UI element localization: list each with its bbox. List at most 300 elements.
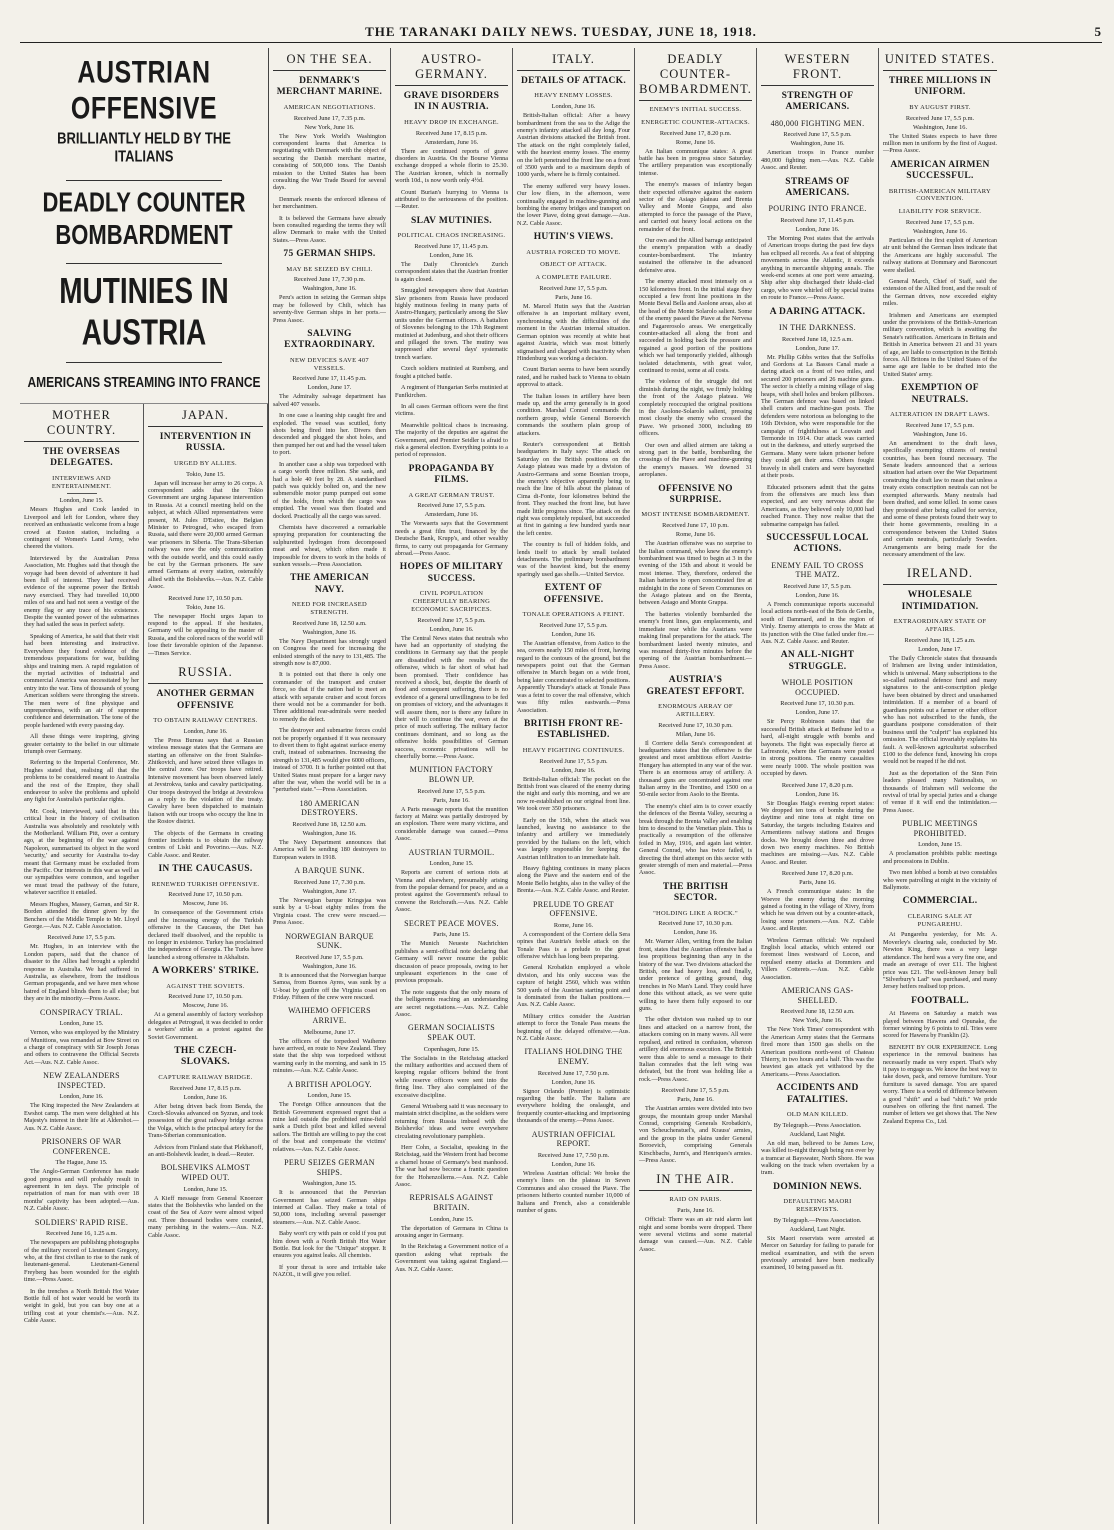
article-heading: A BARQUE SUNK. <box>294 866 365 876</box>
dateline: Received June 17, 7.50 p.m. <box>537 1151 610 1159</box>
article-text: Mr. Phillip Gibbs writes that the Suffolks and Gordons at La Basses Canal made a daring attack on a front of two miles, and secured 200 prisoners and 26 machine guns. The sector is chiefly a mining village of slag heaps, with shell holes and broken pillboxes. The German defence was based on linked shell craters and machine-gun posts. The defenders were notorious as belonging to the 16th Division, who were responsible for the campaign of frightfulness at Louvain and Termonde in 1914. Our attack was carried out in the darkness, and utterly surprised the Germans. Many were taken prisoner before they could get their arms. Others fought bravely in shell craters and were bayonetted at their posts. <box>761 353 874 480</box>
article-text: At Hawera on Saturday a match was played between Hawera and Opunake, the former winning by 6 points to nil. Tries were scored for Hawera by Franklin (2). <box>883 1010 997 1040</box>
dateline: By Telegraph.—Press Association. <box>773 1216 862 1224</box>
article-subheading: TONALE OPERATIONS A FEINT. <box>522 611 625 619</box>
article-heading: A WORKERS' STRIKE. <box>152 966 259 977</box>
article-text: An Italian communique states: A great battle has been in progress since Saturday. The artillery preparation was exceptionally intense. <box>639 147 752 177</box>
dateline: Received June 18, 12.50 a.m. <box>292 619 367 627</box>
dateline: Received June 17, 5.5 p.m. <box>783 131 852 139</box>
article-heading: OFFENSIVE NO SURPRISE. <box>658 483 733 506</box>
dateline: Received June 17, 5.5 p.m. <box>905 421 975 429</box>
article-text: The Anglo-German Conference has made good progress and will probably result in agreement in ten days. The principle of repatriation of man for man with over 18 months' captivity has been adopted.—Aus. N.Z. Cable Assoc. <box>24 1168 139 1213</box>
dateline: Received June 17, 5.5 p.m. <box>783 582 852 590</box>
dateline: Received June 17, 5.5 p.m. <box>539 621 608 629</box>
column-united-states <box>879 48 1001 1524</box>
article-subheading: MOST INTENSE BOMBARDMENT. <box>641 511 750 519</box>
column-heading: WESTERN FRONT. <box>761 48 874 86</box>
article-subheading: BRITISH-AMERICAN MILITARY CONVENTION. <box>888 187 992 203</box>
article-text: The newspaper Hochi urges Japan to respond to the appeal. If she hesitates, Germany will be appealing to the master of Russia, and the colored races of the world will lose their favorable opinion of the Japanese.—Times Service. <box>148 612 263 657</box>
dateline: Received June 17, 8.15 p.m. <box>415 129 488 137</box>
article-text: Official: There was an air raid alarm last night and some bombs were dropped. There were several victims and some material damage was caused.—Aus. N.Z. Cable Assoc. <box>639 1216 752 1253</box>
article-text: The New York Times' correspondent with the American Army states that the Germans fired more than 1500 gas shells on the American positions north-west of Chateau Thierry, in two hours and a half. This was the heaviest gas attack yet withstood by the Americans.—Press Association. <box>761 1026 874 1078</box>
dateline: Washington, June 16. <box>302 830 357 838</box>
article-text: Meanwhile political chaos is increasing. The majority of the deputies are against the Government, and Premier Seidler is afraid to risk a general election. Everything points to a period of repression. <box>395 421 508 459</box>
dateline: Rome, June 16. <box>553 921 594 929</box>
dateline: Amsterdam, June 16. <box>424 138 479 146</box>
article-text: After being driven back from Benda, the Czech-Slovaks advanced on Syzran, and took possession of the great railway bridge across the Volga, which is the principal artery for the Trans-Siberian communication. <box>148 1102 263 1140</box>
column-western-front <box>757 48 879 1524</box>
article-text: Signor Orlando (Premier) is optimistic regarding the battle. The Italians are everywhere holding the onslaught, and frequently counter-attacking and imprisoning thousands of the enemy.—Press Assoc. <box>517 1087 630 1125</box>
dateline: New York, June 16. <box>792 1017 843 1025</box>
article-text: In consequence of the Government crisis and the increasing energy of the Turkish offensive in the Caucasus, the Diet has declared itself dissolved, and the republic is no longer in existence. Turkey has proclaimed the independence of Georgia. The Turks have launched a strong offensive in Akhaltsin. <box>148 909 263 961</box>
article-subheading: URGED BY ALLIES. <box>174 459 237 467</box>
column-heading: ON THE SEA. <box>273 48 386 71</box>
headline-americans-streaming: AMERICANS STREAMING INTO FRANCE <box>27 373 261 391</box>
column-heading: AUSTRO-GERMANY. <box>395 48 508 86</box>
article-text: Wireless German official: We repulsed English local attacks, which entered our foremost lines westward of Locon, and repulsed enemy attacks at Dommiers and Villers Cotterets.—Aus. N.Z. Cable Association. <box>761 936 874 981</box>
dateline: Received June 17, 5.5 p.m. <box>295 953 364 961</box>
dateline: London, June 15. <box>307 1092 352 1100</box>
article-subheading: A GREAT GERMAN TRUST. <box>408 491 495 499</box>
article-text: The enemy's masses of infantry began their expected offensive against the eastern sector of the Asiago plateau and Brenta Valley and Monte Grappa, and also attempted to force the passage of the Piave, and carried out heavy local actions on the remainder of the front. <box>639 181 752 233</box>
dateline: London, June 17. <box>307 384 352 392</box>
article-text: The Daily Chronicle states that thousands of Irishmen are living under intimidation, which is universal. Many subscriptions to the so-called national defence fund and many signatures to the anti-conscription pledge have been obtained by direct and unashamed intimidation. If a member of a board of guardians points out a farmer or other officer who has not subscribed to the funds, the guardians postpone consideration of their business until the "culprit" has explained his omission. The official invariably explains his fault. A well-known agriculturist subscribed £100 to the defence fund, knowing his crops would not be reaped if he did not. <box>883 654 997 766</box>
article-subheading: POLITICAL CHAOS INCREASING. <box>397 232 506 240</box>
article-heading: STRENGTH OF AMERICANS. <box>781 91 854 113</box>
dateline: London, June 16. <box>183 727 228 735</box>
dateline: Tokio, June 15. <box>186 470 225 478</box>
article-text: Count Burian's hurrying to Vienna is attributed to the seriousness of the position.—Reuter. <box>395 188 508 211</box>
article-text: Referring to the Imperial Conference, Mr. Hughes stated that, realising all that the problems to be considered meant to Australia and the rest of the Empire, they shall endeavour to solve the problems and uphold any fight for Australia's particular rights. <box>24 759 139 804</box>
dateline: London, June 16. <box>429 625 474 633</box>
dateline: Tokio, June 16. <box>186 603 225 611</box>
article-text: The Central News states that neutrals who have had an opportunity of studying the conditions in Germany say that the people are dissatisfied with the results of the offensive, which is far short of what had been promised. Their confidence has received a shock, but, despite the dearth of food and consequent suffering, there is no evidence of a general unwillingness to be fed on promises of victory, and the advantages it will assure them, nor is there any failure in their will to continue the war, even at the price of much suffering. The military factor continues dominant, and so long as the offensive holds possibilities of German success, economic privations will be cheerfully borne.—Press Assoc. <box>395 634 508 761</box>
article-text: The violence of the struggle did not diminish during the night, we firmly holding the front of the Asiago plateau. We completely reoccupied the original positions in the Asolone-Solarolo salient, pressing most closely the enemy who crossed the Piave. We prisoned 3000, including 89 officers. <box>639 378 752 438</box>
article-text: Herr Cohn, a Socialist, speaking in the Reichstag, said the Western front had become a charnel house of Germany's best manhood. The war had now become a frantic question for the Hohenzollerns.—Aus. N.Z. Cable Assoc. <box>395 1144 508 1189</box>
article-heading: AUSTRIAN OFFICIAL REPORT. <box>531 1129 616 1149</box>
article-heading: PRELUDE TO GREAT OFFENSIVE. <box>533 899 614 919</box>
article-text: Our own and allied airmen are taking a strong part in the battle, bombarding the crossings of the Piave and machine-gunning the enemy's masses. We downed 31 aeroplanes. <box>639 441 752 479</box>
column-italy <box>513 48 635 1524</box>
article-text: It is announced that the Peruvian Government has seized German ships interned at Callao. They make a total of 50,000 tons, including several passenger steamers.—Aus. N.Z. Cable Assoc. <box>273 1189 386 1226</box>
article-text: British-Italian official: The pocket on the British front was cleared of the enemy during the night and early this morning, and we are now re-established on our original front line. We took over 350 prisoners. <box>517 775 630 813</box>
dateline: Moscow, June 16. <box>182 1002 229 1010</box>
article-subheading: ALTERATION IN DRAFT LAWS. <box>890 411 990 419</box>
column-heading: ITALY. <box>517 48 630 71</box>
article-text: The Austrian offensive, from Astico to the sea, covers nearly 150 miles of front, having regard to the contours of the ground, but the newspapers point out that the German offensive in March began on a wide front, being later concentrated to selected positions. Apparently Thursday's attack at Tonale Pass was a feint to cover the real offensive, which was fifty miles eastwards.—Press Association. <box>517 639 630 714</box>
article-subheading: INTERVIEWS AND ENTERTAINMENT. <box>51 474 112 490</box>
article-text: A correspondent of the Corriere della Sera opines that Austria's feeble attack on the Tonale Pass is a prelude to the great offensive which has long been preparing. <box>517 930 630 960</box>
lead-section <box>20 48 269 1524</box>
article-heading: DETAILS OF ATTACK. <box>520 76 627 86</box>
article-heading: HOPES OF MILITARY SUCCESS. <box>399 562 504 584</box>
dateline: Washington, June 17. <box>302 887 357 895</box>
article-heading: PERU SEIZES GERMAN SHIPS. <box>284 1157 375 1177</box>
page-number: 5 <box>1094 24 1102 39</box>
article-text: The officers of the torpedoed Waihemo have arrived, en route to New Zealand. They state that the ship was torpedoed without warning early in the morning, and sank in 15 minutes.—Aus. N.Z. Cable Assoc. <box>273 1037 386 1075</box>
dateline: London, June 15. <box>429 1215 474 1223</box>
article-text: The Daily Chronicle's Zurich correspondent states that the Austrian frontier is again closed. <box>395 261 508 283</box>
article-text: In all cases German officers were the first victims. <box>395 402 508 418</box>
article-text: British-Italian official: After a heavy bombardment from the sea to the Adige the enemy's infantry attacked all day long. Four Austrian divisions attacked the British front. The attack on the right completely failed, with the heaviest enemy losses. The enemy on the left penetrated the front line on a front of 3500 yards and to a maximum depth of 1000 yards, where he is firmly contained. <box>517 112 630 179</box>
article-subheading: EXTRAORDINARY STATE OF AFFAIRS. <box>893 618 987 633</box>
article-subheading: POURING INTO FRANCE. <box>768 204 867 214</box>
dateline: By Telegraph.—Press Association. <box>773 1121 862 1129</box>
article-text: Reports are current of serious riots at Vienna and elsewhere, presumably arising from the popular demand for peace, and as a protest against the Government's refusal to convene the Reichsrath.—Aus. N.Z. Cable Assoc. <box>395 869 508 914</box>
article-heading: EXTENT OF OFFENSIVE. <box>543 583 604 605</box>
article-heading: AMERICAN AIRMEN SUCCESSFUL. <box>890 159 990 182</box>
dateline: London, June 17. <box>795 709 840 717</box>
dateline: Received June 17, 5.5 p.m. <box>905 114 975 122</box>
dateline: London, June 15. <box>59 497 104 505</box>
column-heading: RUSSIA. <box>148 661 263 684</box>
column-japan-russia <box>144 404 268 1524</box>
article-heading: AN ALL-NIGHT STRUGGLE. <box>780 650 855 672</box>
article-text: The Norwegian barque Kringsjaa was sunk by a U-boat eighty miles from the Virginia coast. The crew were rescued.—Press Assoc. <box>273 896 386 927</box>
article-text: An amendment to the draft laws, specifically exempting citizens of neutral countries, has been found necessary. The Senate leaders announced that a serious situation had arisen over the War Department construing the draft law to mean that unless a treaty exists conscription neutrals can not be exempted afterwards. Many neutrals had been drafted, and some killed. In some cases they protested after being called for service, and some of these protests found their way to their home governments, resulting in a correspondence between the United States and certain neutrals, particularly Sweden. Arrangements are being made for the necessary amendment of the law. <box>883 439 997 558</box>
dateline: Washington, June 16. <box>302 285 357 293</box>
dateline: London, June 15. <box>918 841 962 849</box>
article-subheading: "HOLDING LIKE A ROCK." <box>653 909 738 917</box>
article-text: All these things were inspiring, giving greater certainty to the belief in our ultimate triumph over Germany. <box>24 733 139 755</box>
article-text: It is announced that the Norwegian barque Samoa, from Buenos Ayres, was sunk by a U-boat by gunfire off the Virginia coast on Friday. Fifteen of the crew were rescued. <box>273 971 386 1001</box>
dateline: Washington, June 16. <box>790 140 845 148</box>
article-subheading: ENERGETIC COUNTER-ATTACKS. <box>641 118 750 126</box>
article-text: The note suggests that the only means of the belligerents reaching an understanding are secret negotiations.—Aus. N.Z. Cable Assoc. <box>395 988 508 1018</box>
article-subheading: AMERICAN NEGOTIATIONS. <box>283 103 376 111</box>
article-text: General Wrissberg said it was necessary to maintain strict discipline, as the soldiers were returning from Russia imbued with the Bolsheviks' ideas and were everywhere circulating revolutionary pamphlets. <box>395 1102 508 1140</box>
article-text: The Italian losses in artillery have been made up, and the army generally is in good condition. Marshal Conrad commands the northern group, while General Boroevich commands the southern plain group of attackers. <box>517 392 630 437</box>
article-subheading: LIABILITY FOR SERVICE. <box>898 208 982 216</box>
article-heading: NEW ZEALANDERS INSPECTED. <box>43 1071 120 1090</box>
article-subheading: WHOLE POSITION OCCUPIED. <box>781 678 854 697</box>
article-text: A regiment of Hungarian Serbs mutinied at Funfkirchen. <box>395 384 508 399</box>
dateline: Washington, June 16. <box>912 430 968 438</box>
article-text: The Austrian offensive was no surprise to the Italian command, who knew the enemy's bombardment was timed to begin at 3 in the evening of the 15th and about it would be most intense. They, therefore, ordered the Italian batteries to open concentrated fire at midnight in the zone of Seven Communes on the Asiago plateau and on the Brenta, between Asiago and Monte Grappa. <box>639 540 752 607</box>
article-text: Reuter's correspondent at British headquarters in Italy says: The attack on Saturday on the British positions on the Asiago plateau was made by a division of Austro-Germans and some Bosnian troops, the enemy's objective apparently being to reach the line of hills about the plateau of Cima di-Fonte, four kilometres behind the front. They reached the front line, but have made little progress since. The attack on the right was completely repulsed, but succeeded at first in gaining a few hundred yards near the left centre. <box>517 440 630 537</box>
article-heading: SOLDIERS' RAPID RISE. <box>34 1217 129 1227</box>
article-heading: HUTIN'S VIEWS. <box>533 232 614 243</box>
article-subheading: MAY BE SEIZED BY CHILI. <box>286 265 373 273</box>
article-text: Irishmen and Americans are exempted under the provisions of the British-American military convention, which is awaiting the Senate's ratification. Americans in Britain and British in America between 21 and 31 years of age, are liable to conscription in the British forces. All Britons in the United States of the same age are liable to be drafted into the United States' army. <box>883 311 997 378</box>
dateline: Washington, June 16. <box>302 628 357 636</box>
article-text: An old man, believed to be James Low, was killed to-night through being run over by a tramcar at Bayswater, North Shore. He was walking on the track when overtaken by a tram. <box>761 1139 874 1177</box>
article-heading: FOOTBALL. <box>911 995 969 1006</box>
article-heading: NORWEGIAN BARQUE SUNK. <box>285 931 374 951</box>
article-text: It is believed the Germans have already been consulted regarding the terms they will allow Denmark to make with the United States.—Press Assoc. <box>273 214 386 244</box>
article-text: Sir Douglas Haig's evening report states: We dropped ten tons of bombs during the daytime and nine tons at night time on Saturday, the targets including Estaires and Armentieres railway stations and Bruges docks. We brought down three and drove down two enemy machines. No British machines are missing.—Aus. N.Z. Cable Assoc. and Reuter. <box>761 799 874 866</box>
article-text: Interviewed by the Australian Press Association, Mr. Hughes said that though the voyage had been devoid of adventure it had been full of interest. They had received evidence of the supreme power the British navy exercised. They had travelled 10,000 miles of sea and had not seen a vestige of the enemy flag or any trace of his existence. Despite the vaunted power of the submarines they had sailed the seas in perfect safety. <box>24 554 139 629</box>
article-text: Mr. Warner Allen, writing from the Italian front, states that the Austrian offensive had a less propitious beginning than any in the history of the war. Two divisions attacked the British, one had heavy loss, and finally, under pretence of getting ground, dug trenches in No Man's Land. They could have done this without attack, as we were quite willing to have them fully exposed to our guns. <box>639 938 752 1013</box>
article-text: Sir Percy Robinson states that the successful British attack at Bethune led to a hard, all-night struggle with bombs and bayonets. The fight was especially fierce at Lafresnoie, where the Germans were posted in strong positions. The enemy casualties were nearly 1000. The whole position was occupied by dawn. <box>761 718 874 778</box>
dateline: London, June 16. <box>795 591 840 599</box>
article-heading: THE OVERSEAS DELEGATES. <box>42 447 121 469</box>
article-text: A French communique reports successful local actions north-east of the Bois de Genlis, south of Dammard, and in the region of Vinly. Enemy attempts to cross the Matz at its junction with the Oise failed under fire.—Aus. N.Z. Cable Assoc. and Reuter. <box>761 600 874 645</box>
article-text: The objects of the Germans in creating frontier incidents is to obtain the railway centres of Liski and Povorino.—Aus. N.Z. Cable Assoc. and Reuter. <box>148 829 263 859</box>
article-text: A Paris message reports that the munition factory at Mainz was partially destroyed by an explosion. There were many victims, and considerable damage was caused.—Press Assoc. <box>395 805 508 843</box>
dateline: Auckland, Last Night. <box>789 1225 846 1233</box>
column-on-the-sea <box>269 48 391 1524</box>
article-heading: WAIHEMO OFFICERS ARRIVE. <box>288 1006 371 1025</box>
dateline: Received June 17, 10.30 p.m. <box>658 721 733 729</box>
newspaper-page <box>20 48 1102 1524</box>
article-heading: PRISONERS OF WAR CONFERENCE. <box>41 1137 122 1156</box>
article-heading: A BRITISH APOLOGY. <box>287 1079 372 1089</box>
article-heading: DOMINION NEWS. <box>773 1181 862 1192</box>
article-heading: ACCIDENTS AND FATALITIES. <box>776 1083 859 1105</box>
article-heading: GRAVE DISORDERS IN IN AUSTRIA. <box>403 91 500 113</box>
dateline: Received June 17, 7.30 p.m. <box>293 878 366 886</box>
article-heading: AUSTRIAN TURMOIL. <box>408 847 495 857</box>
article-subheading: RAID ON PARIS. <box>669 1196 722 1204</box>
dateline: Melbourne, June 17. <box>303 1028 356 1036</box>
article-text: The deportation of Germans in China is arousing anger in Germany. <box>395 1224 508 1240</box>
article-subheading: BY AUGUST FIRST. <box>909 103 971 111</box>
advert-text: Baby won't cry with pain or cold if you put him down with a North British Hot Water Bottle. But look for the "Unique" stopper. It ensures you against leaks. All chemists. <box>273 1230 386 1260</box>
article-text: The batteries violently bombarded the enemy's front lines, gun emplacements, and immediate rear while the Austrians were making final preparations for the attack. The bombardment lasted twenty minutes, and was resumed thirty-five minutes before the opening of the Austrian bombardment.—Press Assoc. <box>639 610 752 670</box>
article-text: Japan will increase her army to 26 corps. A correspondent adds that the Tokio Government are urging Japanese intervention in Russia. At a council meeting held on the subject, at which Allied representatives were present, M. Jules D'Estiee, the Belgian Minister to Petrograd, who escaped from Russia, said there were 20,000 armed German war prisoners in Siberia. The Trans-Siberian railway was now the only communication with the outside world, and this could easily be cut by the German prisoners. He saw armed Germans at every station, ostensibly allied with the Bolsheviks.—Aus. N.Z. Cable Assoc. <box>148 479 263 591</box>
article-heading: ANOTHER GERMAN OFFENSIVE <box>156 689 255 711</box>
dateline: Received June 17, 11.45 p.m. <box>780 216 855 224</box>
column-heading: IRELAND. <box>883 562 997 585</box>
article-heading: IN THE CAUCASUS. <box>158 864 253 875</box>
dateline: Received June 17, 5.5 p.m. <box>47 934 116 942</box>
article-text: The newspapers are publishing photographs of the military record of Lieutenant Gregory, who, at the first civilian to rise to the rank of lieutenant-general. Lieutenant-General Freyberg has been wounded for the eighth time.—Press Assoc. <box>24 1239 139 1284</box>
dateline: New York, June 16. <box>304 123 355 131</box>
article-text: The Munich Neueste Nachrichten publishes a semi-official note declaring that Germany will never resume the public discussion of peace proposals, owing to her unpleasant experiences in the case of previous proposals. <box>395 940 508 985</box>
article-subheading: RENEWED TURKISH OFFENSIVE. <box>151 880 260 888</box>
article-subheading: AGAINST THE SOVIETS. <box>166 982 245 990</box>
article-heading: 75 GERMAN SHIPS. <box>283 249 376 260</box>
lead-subcolumns <box>20 404 268 1524</box>
article-text: General March, Chief of Staff, said the extension of the Allied front, and the result of the German drives, now exceeded eighty miles. <box>883 278 997 308</box>
article-text: Mr. Hughes, in an interview with the London papers, said that the chance of disaster to the Allies had brought a splendid response in Australia. We had suffered in Australia, as elsewhere, from the insidious German propaganda, and we have men whose hatred of England blinds them to all else; but they are in the minority.—Press Assoc. <box>24 943 139 1003</box>
dateline: London, June 17. <box>918 645 962 653</box>
dateline: London, June 16. <box>59 1093 104 1101</box>
article-heading: THE CZECH-SLOVAKS. <box>174 1046 237 1068</box>
article-heading: ITALIANS HOLDING THE ENEMY. <box>524 1047 623 1067</box>
article-text: The country is full of hidden folds, and lends itself to attack by small isolated detachments. The preliminary bombardment was of the heaviest kind, but the enemy sparingly used gas shells.—United Service. <box>517 541 630 578</box>
dateline: Received June 17, 7.35 p.m. <box>293 114 366 122</box>
dateline: Paris, June 16. <box>433 796 470 804</box>
article-subheading: ENEMY FAIL TO CROSS THE MATZ. <box>771 560 864 580</box>
dateline: Received June 17, 5.5 p.m. <box>417 787 486 795</box>
article-text: Speaking of America, he said that their visit had been interesting and instructive. Everywhere they found evidence of the tremendous preparations for war, building ships and training men. A rapid regulation of the myriad activities of industrial and commercial America was necessitated by her entry into the war. Tens of thousands of young American soldiers were thronging the streets. The men were of fine physique and unpreparedness, with an air of supreme confidence and determination. The tone of the people hardened with every passing day. <box>24 632 139 729</box>
dateline: London, June 16. <box>551 1160 596 1168</box>
article-heading: AMERICANS GAS-SHELLED. <box>781 986 854 1005</box>
article-text: The King inspected the New Zealanders at Ewshot camp. The men were delighted at his Majesty's interest in their life at Aldershot.—Aus. N.Z. Cable Assoc. <box>24 1102 139 1132</box>
article-text: Il Corriere della Sera's correspondent at headquarters states that the offensive is the greatest and most ambitious effort Austria-Hungary has attempted in any war of the war. There is an enormous array of artillery. A thousand guns are concentrated against one Italian army in the Trentino, and 1500 on a 50-mile sector from Asolo to the Brenta. <box>639 739 752 799</box>
article-text: Chemists have discovered a remarkable spraying preparation for counteracting the sulphuretted hydrogen from decomposed meat and wheat, which often made it impossible for divers to work in the holds of sunken vessels.—Press Association. <box>273 523 386 568</box>
dateline: Received June 17, 5.5 p.m. <box>661 1087 730 1095</box>
article-heading: COMMERCIAL. <box>902 896 978 907</box>
article-text: The enemy suffered very heavy losses. Our low fliers, in the afternoon, were continually engaged in machine-gunning and bombing the enemy bridges and transport on the lower Piave, doing great damage.—Aus. N.Z. Cable Assoc. <box>517 182 630 227</box>
article-text: The Socialists in the Reichstag attacked the military authorities and accused them of keeping regular officers behind the front while reserve officers were sent into the firing line. They also complained of the excessive discipline. <box>395 1054 508 1099</box>
article-text: It is pointed out that there is only one commander of the transport and cruiser force, so that if the nation had to meet an attack with separate cruiser and scout forces there would not be a commander for both. Three additional rear-admirals were needed to remedy the defect. <box>273 671 386 723</box>
dateline: Received June 16, 1.25 a.m. <box>46 1230 117 1238</box>
dateline: Received June 17, 8.20 p.m. <box>781 870 854 878</box>
dateline: London, June 16. <box>429 252 474 260</box>
article-text: The Press Bureau says that a Russian wireless message states that the Germans are starting an offensive on the front Stalnike-Zhitkovich, and have seized three villages in the central zone. Our troops have retired. Intensive movement has been observed lately at Jevstrokva, tanks and cavalry participating. Our troops destroyed the bridge at Jevstrokva as a reply to the violation of the treaty. Cavalry have been dispatched to maintain liaison with our troops who occupy the line in the Rostov district. <box>148 736 263 826</box>
article-text: Czech soldiers mutinied at Rumberg, and fought a pitched battle. <box>395 365 508 380</box>
article-text: The Austrian armies were divided into two groups, the mountain group under Marshal Conrad, comprising Generals Krobatkin's, von Scheuchenstuel's, and Krauss' armies, and the group in the plains under General Boroevich, comprising Generals Kirschbachs, Jurm's, and Henriques's armies.—Press Assoc. <box>639 1105 752 1164</box>
column-heading: JAPAN. <box>148 404 263 427</box>
dateline: Washington, June 16. <box>302 962 357 970</box>
article-text: The New York World's Washington correspondent learns that America is negotiating with Denmark with the object of securing the Danish merchant marine, consisting of 500,000 tons. The Danish mission to the United States has been consulting the War Trade Board for several days. <box>273 132 386 192</box>
article-text: The Foreign Office announces that the British Government expressed regret that a mine laid outside the prohibited mine-field sank a Dutch pilot boat and killed several sailors. The British are willing to pay the cost of the boat and compensate the victims' relatives.—Aus. N.Z. Cable Assoc. <box>273 1101 386 1153</box>
article-text: Vernon, who was employed by the Ministry of Munitions, was remanded at Bow Street on a charge of conspiracy with Sir Joseph Jonas and others to contravene the Official Secrets Act.—Aus. N.Z. Cable Assoc. <box>24 1029 139 1066</box>
column-mother-country <box>20 404 144 1524</box>
article-text: Messrs Hughes, Massey, Garran, and Sir R. Borden attended the dinner given by the Benchers of the Middle Temple to Mr. Lloyd George.—Aus. N.Z. Cable Association. <box>24 900 139 930</box>
article-text: General Krobatkin employed a whole division, and his only success was the capture of height 2560, which was within 500 yards of the Austrian starting point and is dominated from the Italian positions.—Aus. N.Z. Cable Assoc. <box>517 964 630 1009</box>
article-heading: 180 AMERICAN DESTROYERS. <box>299 798 360 818</box>
dateline: Received June 17, 5.5 p.m. <box>539 285 608 293</box>
dateline: London, June 16. <box>551 1078 596 1086</box>
dateline: London, June 16. <box>795 225 840 233</box>
article-heading: GERMAN SOCIALISTS SPEAK OUT. <box>407 1023 496 1042</box>
article-text: Educated prisoners admit that the gains from the offensives are much less than expected, and are very nervous about the Americans, as they believed only 10,000 had reached France. They now realise that the submarine campaign has failed. <box>761 483 874 528</box>
dateline: Washington, June 15. <box>302 1180 357 1188</box>
headline-banner <box>20 48 268 404</box>
article-text: A Kieff message from General Knoerzer states that the Bolsheviks who landed on the coast of the Sea of Azov were almost wiped out. Three thousand bodies were counted, many perishing in the waters.—Aus. N.Z. Cable Assoc. <box>148 1194 263 1239</box>
article-text: Two men lobbed a bomb at two constables who were patrolling at night in the vicinity of Ballymote. <box>883 869 997 892</box>
article-text: In the Reichstag a Government notice of a question asking what reprisals the Government was taking against England.—Aus. N.Z. Cable Assoc. <box>395 1243 508 1273</box>
dateline: London, June 17. <box>795 344 840 352</box>
dateline: London, June 15. <box>59 1020 104 1028</box>
dateline: Received June 17, 11.45 p.m. <box>292 375 367 383</box>
dateline: Rome, June 16. <box>675 138 716 146</box>
dateline: Received June 18, 12.50 a.m. <box>780 1008 855 1016</box>
article-text: Mr. Cook, interviewed, said that in this critical hour in the history of civilisation Australia was absolutely and resolutely with the Motherland. William Pitt, over a century ago, at the beginning of the war against Napoleon, summarised its object in the word 'security,' and security for Australia to-day meant that Germany must be excluded from the Pacific. Our interests in this war as well as our sympathies were common, and together we must tread the pathway of the future, whatever sacrifice it entailed. <box>24 807 139 897</box>
article-text: Six Maori reservists were arrested at Mercer on Saturday for failing to parade for medical examination, and with the seven previously arrested have been medically examined, 10 being passed as fit. <box>761 1234 874 1272</box>
dateline: Received June 17, 7.50 p.m. <box>537 1069 610 1077</box>
article-heading: AUSTRIA'S GREATEST EFFORT. <box>646 675 745 697</box>
headline-mutinies: MUTINIES IN AUSTRIA <box>59 270 229 353</box>
article-subheading: HEAVY DROP IN EXCHANGE. <box>404 118 499 126</box>
article-heading: SALVING EXTRAORDINARY. <box>284 329 375 351</box>
headline-austrian-offensive: AUSTRIAN OFFENSIVE <box>70 54 218 126</box>
dateline: Paris, June 16. <box>677 1207 714 1215</box>
advert-text: In the trenches a North British Hot Water Bottle full of hot water would be worth its weight in gold, but you can buy one at a trifling cost at your chemist's.—Aus. N.Z. Cable Assoc. <box>24 1287 139 1325</box>
dateline: Paris, June 16. <box>677 1096 714 1104</box>
article-text: At Pungarehu yesterday, for Mr. A. Moverley's clearing sale, conducted by Mr. Newton King, there was a very large attendance. The herd was a very fine one, and made an average of over £11. The highest price was £21. The well-known Jersey bull "Silverbury's Lad" was purchased, and many Jersey heifers realised top prices. <box>883 931 997 991</box>
article-text: A proclamation prohibits public meetings and processions in Dublin. <box>883 850 997 865</box>
dateline: Received June 17, 10.50 p.m. <box>168 891 243 899</box>
article-text: M. Marcel Hutin says that the Austrian offensive is an important military event, synchronising with the difficulties of the moment in the Austrian internal situation. German opinion was recently at white heat against Austria, which was most bitterly stigmatised and charged with inactivity when Hindenburg was working a decision. <box>517 303 630 362</box>
article-text: Particulars of the first exploit of American air unit behind the German lines indicate that the Americans are highly successful. The railway stations at Dommary and Baroncourt were shelled. <box>883 236 997 274</box>
article-text: Count Burian seems to have been soundly rated, and he rushed back to Vienna to obtain approval to attack. <box>517 366 630 389</box>
dateline: Received June 17, 8.15 p.m. <box>169 1084 242 1092</box>
dateline: Received June 17, 10 p.m. <box>662 522 729 530</box>
dateline: Washington, June 16. <box>912 227 968 235</box>
article-heading: BOLSHEVIKS ALMOST WIPED OUT. <box>160 1163 251 1183</box>
article-subheading: 480,000 FIGHTING MEN. <box>770 118 865 128</box>
dateline: Rome, June 16. <box>675 531 716 539</box>
dateline: Paris, June 16. <box>799 879 836 887</box>
article-heading: MUNITION FACTORY BLOWN UP. <box>409 765 494 785</box>
dateline: Received June 17, 10.30 p.m. <box>658 920 733 928</box>
article-text: Messrs Hughes and Cook landed in Liverpool and left for London, where they received an enthusiastic welcome from a huge crowd at Euston station, including a contingent of Women's Land Army, who cheered the visitors. <box>24 506 139 551</box>
article-text: At a general assembly of factory workshop delegates at Petrograd, it was decided to order a workers' strike as a protest against the Soviet Government. <box>148 1011 263 1041</box>
article-text: American troops in France number 480,000 fighting men.—Aus. N.Z. Cable Assoc. and Reuter. <box>761 149 874 172</box>
dateline: Received June 17, 10.50 p.m. <box>168 993 243 1001</box>
news-columns <box>269 48 1102 1524</box>
dateline: Auckland, Last Night. <box>789 1130 846 1138</box>
article-heading: SUCCESSFUL LOCAL ACTIONS. <box>766 532 869 555</box>
dateline: London, June 16. <box>673 929 718 937</box>
article-text: Just as the deportation of the Sinn Fein leaders pleased many Nationalists, so thousands of Irishmen will welcome the revival of trial by special juries and a change of venue if it will end the intimidation.—Press Assoc. <box>883 769 997 814</box>
dateline: Received June 17, 8.20 p.m. <box>781 781 854 789</box>
article-text: There are continued reports of grave disorders in Austria. On the Bourse Vienna exchange dropped a whole florin to 25.30. The Austrian kronen, which is normally worth 10d., is now worth only 4½d. <box>395 147 508 185</box>
article-subheading: CLEARING SALE AT PUNGAREHU. <box>907 912 973 928</box>
article-subheading: TO OBTAIN RAILWAY CENTRES. <box>153 716 258 724</box>
article-text: The United States expects to have three million men in uniform by the first of August.—Press Assoc. <box>883 132 997 155</box>
article-subheading: OLD MAN KILLED. <box>786 1110 849 1118</box>
article-subheading: A COMPLETE FAILURE. <box>535 274 612 282</box>
article-heading: DENMARK'S MERCHANT MARINE. <box>276 76 383 98</box>
article-heading: CONSPIRACY TRIAL. <box>40 1007 123 1017</box>
article-text: In one case a leaning ship caught fire and exploded. The vessel was scuttled, forty shots being fired into her. Divers then descended and plugged the shot holes, and then pumped her out and had the vessel taken to port. <box>273 412 386 457</box>
dateline: Paris, June 16. <box>555 294 592 302</box>
article-text: In another case a ship was torpedoed with a cargo worth three million. She sank, and had a hole 40 feet by 28. A standardised patch was quickly bolted on, and the new submersible motor pump pumped out some of the holds, from which the cargo was emptied. The vessel was then floated and docked. Practically all the cargo was saved. <box>273 460 386 520</box>
article-text: The other division was rushed up to our lines and attacked on a narrow front, the attackers coming on in many waves. All were repulsed, and retired in confusion, whereon artillery did enormous execution. The British were thus able to send a message to their Italian comrades that the left wing was defeated, but the front was holding like a rock.—Press Assoc. <box>639 1016 752 1083</box>
article-text: Wireless Austrian official: We broke the enemy's lines on the plateau in Seven Communes and also crossed the Piave. The prisoners hitherto counted number 10,000 of Italians and French, also a considerable number of guns. <box>517 1169 630 1214</box>
dateline: Received June 18, 12.50 a.m. <box>292 821 367 829</box>
column-heading: MOTHER COUNTRY. <box>24 404 139 442</box>
newspaper-title: THE TARANAKI DAILY NEWS. TUESDAY, JUNE 18, 1918. <box>365 24 757 39</box>
article-text: Denmark resents the enforced idleness of her merchantmen. <box>273 195 386 211</box>
article-subheading: NEW DEVICES SAVE 407 VESSELS. <box>290 356 369 372</box>
dateline: Received June 17, 5.5 p.m. <box>417 616 486 624</box>
masthead <box>20 22 1102 43</box>
headline-counter-bombardment: DEADLY COUNTER BOMBARDMENT <box>42 186 246 251</box>
article-subheading: HEAVY ENEMY LOSSES. <box>534 92 613 100</box>
dateline: London, June 16. <box>551 766 596 774</box>
article-text: The Vorwaerts says that the Government needs a great film trust, financed by the Deutsche Bank, Krupp's, and other wealthy firms, to carry out propaganda for Germany abroad.—Press Assoc. <box>395 520 508 557</box>
dateline: The Hague, June 15. <box>55 1159 108 1167</box>
article-subheading: HEAVY FIGHTING CONTINUES. <box>522 746 625 754</box>
article-heading: A DARING ATTACK. <box>769 306 866 317</box>
column-austro-germany <box>391 48 513 1524</box>
advert-text: BENEFIT BY OUR EXPERIENCE. Long experience in the removal business has necessarily made us very expert. That's why it pays to engage us. We know the best way to take down, pack, and remove furniture. Your furniture is saved damage. You are spared worry. There is a world of difference between a good "shift" and a bad "shift." We pride ourselves on offering the first named. The number of letters we get shows that. The New Zealand Express Co., Ltd. <box>883 1043 998 1125</box>
article-heading: PROPAGANDA BY FILMS. <box>408 463 495 486</box>
article-subheading: CAPTURE RAILWAY BRIDGE. <box>158 1073 253 1081</box>
article-heading: BRITISH FRONT RE-ESTABLISHED. <box>524 718 623 741</box>
article-text: The destroyer and submarine forces could not be properly organised if it was necessary to divert them to fight against surface enemy craft, instead of submarines. Increasing the strength to 131,485 would give 6000 officers, instead of 3700. It is further pointed out that United States must prepare for a larger navy after the war, when the world will be in a "perturbed state."—Press Association. <box>273 727 386 794</box>
article-text: Military critics consider the Austrian attempt to force the Tonale Pass means the beginning of the delayed offensive.—Aus. N.Z. Cable Assoc. <box>517 1012 630 1043</box>
article-text: Heavy fighting continues in many places along the Piave and the eastern end of the Monte Bello heights, also in the valley of the Brenta.—Aus. N.Z. Cable Assoc. and Reuter. <box>517 864 630 895</box>
dateline: London, June 15. <box>183 1185 228 1193</box>
article-text: Peru's action in seizing the German ships may be followed by Chili, which has seventy-five German ships in her ports.—Press Assoc. <box>273 294 386 324</box>
headline-brilliantly-held: BRILLIANTLY HELD BY THE ITALIANS <box>57 129 231 165</box>
dateline: Amsterdam, June 16. <box>424 511 479 519</box>
article-text: A French communique states: In the Woevre the enemy during the morning gained a footing in the village of Xivry, from which he was driven out by a counter-attack, losing some prisoners.—Aus. N.Z. Cable Assoc. and Reuter. <box>761 888 874 933</box>
article-subheading: DEFAULTING MAORI RESERVISTS. <box>783 1198 852 1213</box>
dateline: Received June 17, 10.50 p.m. <box>168 594 243 602</box>
dateline: Received June 17, 5.5 p.m. <box>539 757 608 765</box>
article-text: The enemy attacked most intensely on a 150 kilometres front. In the initial stage they occupied a few front line positions in the Monte Beval Bella and Asolone areas, also at the head of the Monte Solarolo salient. Some of the enemy passed the Piave at the Nervesa and Fagarerosolo areas. We energetically counter-attacked all along the front and succeeded in holding back the pressure and regained a good portion of the positions which we had temporarily yielded, although isolated detachments, with great valor, continued to resist, some at all costs. <box>639 278 752 374</box>
article-heading: SLAV MUTINIES. <box>411 215 492 226</box>
article-heading: STREAMS OF AMERICANS. <box>785 176 850 198</box>
column-heading: DEADLY COUNTER-BOMBARDMENT. <box>639 48 752 101</box>
dateline: London, June 16. <box>551 103 596 111</box>
article-heading: THREE MILLIONS IN UNIFORM. <box>888 76 992 98</box>
dateline: Received June 18, 12.5 a.m. <box>782 335 853 343</box>
article-text: Advices from Finland state that Plekhanoff, an anti-Bolshevik leader, is dead.—Reuter. <box>148 1143 263 1159</box>
article-heading: PUBLIC MEETINGS PROHIBITED. <box>902 819 978 838</box>
dateline: Received June 17, 5.5 p.m. <box>905 218 975 226</box>
article-subheading: ENEMY'S INITIAL SUCCESS. <box>649 106 742 113</box>
